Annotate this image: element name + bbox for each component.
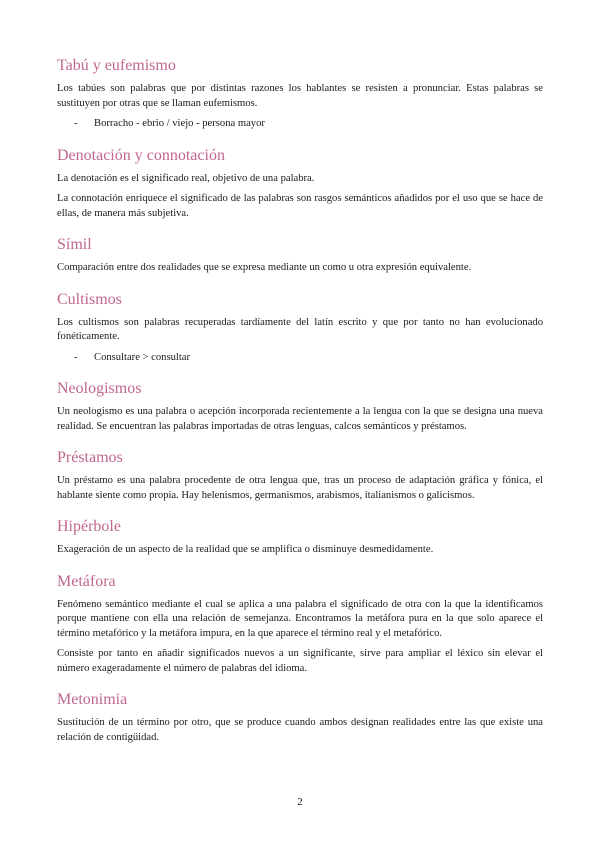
paragraph: Comparación entre dos realidades que se expresa mediante un como u otra expresión equivalente. [57, 262, 472, 273]
section-prestamos [57, 448, 543, 503]
section-title: Hipérbole [57, 518, 121, 535]
section-cultismos [57, 290, 543, 366]
section-title: Denotación y connotación [57, 146, 225, 164]
section-title: Neologismos [57, 380, 142, 397]
list-item: - Borracho - ebrio / viejo - persona mayor [57, 117, 543, 132]
paragraph: Un préstamo es una palabra procedente de otra lengua que, tras un proceso de adaptación gráfica y fónica, el hablante siente como propia. Hay helenismos, germanismos, arabismos, italianismos o galicismos. [57, 475, 543, 501]
section-title: Metáfora [57, 572, 116, 590]
section-title: Metonimia [57, 691, 128, 708]
paragraph: Sustitución de un término por otro, que se produce cuando ambos designan realidades entre las que existe una relación de contigüidad. [57, 717, 543, 743]
bullet-list [57, 351, 543, 366]
section-metonimia [57, 690, 543, 745]
section-denotacion [57, 146, 543, 222]
page-number: 2 [297, 796, 303, 808]
section-neologismos [57, 379, 543, 434]
section-tabu [57, 56, 543, 132]
section-title: Tabú y eufemismo [57, 57, 176, 74]
section-title: Préstamos [57, 449, 123, 466]
section-title: Símil [57, 236, 92, 253]
paragraph: Los tabúes son palabras que por distintas razones los hablantes se resisten a pronunciar. Estas palabras se sustituyen por otras que se llaman eufemismos. [57, 83, 543, 109]
page-content [57, 56, 543, 759]
bullet-list [57, 117, 543, 132]
paragraph: Exageración de un aspecto de la realidad que se amplifica o disminuye desmedidamente. [57, 544, 434, 555]
paragraph: La connotación enriquece el significado de las palabras son rasgos semánticos añadidos por el uso que se hace de ellas, de manera más subjetiva. [57, 193, 543, 219]
paragraph: Un neologismo es una palabra o acepción incorporada recientemente a la lengua con la que se designa una nueva realidad. Se encuentran las palabras importadas de otras lenguas, calcos semánticos y préstamos. [57, 406, 543, 432]
paragraph: Los cultismos son palabras recuperadas tardíamente del latín escrito y que por tanto no han evolucionado fonéticamente. [57, 316, 543, 342]
paragraph: Consiste por tanto en añadir significados nuevos a un significante, sirve para ampliar el léxico sin elevar el número exageradamente el número de palabras del idioma. [57, 648, 543, 674]
paragraph: Fenómeno semántico mediante el cual se aplica a una palabra el significado de otra con la que la identificamos porque mantiene con ella una relación de semejanza. Encontramos la metáfora pura en la que solo aparece el término metafórico y la metáfora impura, en la que aparece el término real y el metafórico. [57, 598, 543, 639]
section-simil [57, 235, 543, 276]
section-title: Cultismos [57, 290, 122, 308]
section-hiperbole [57, 517, 543, 558]
list-item: - Consultare > consultar [57, 351, 543, 366]
paragraph: La denotación es el significado real, objetivo de una palabra. [57, 172, 315, 184]
section-metafora [57, 572, 543, 677]
